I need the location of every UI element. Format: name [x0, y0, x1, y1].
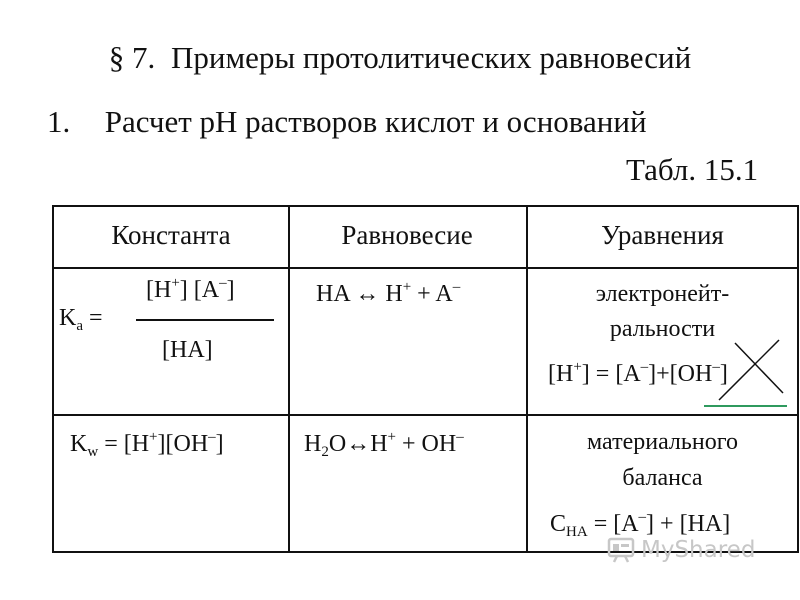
slide-title	[0, 40, 800, 76]
water-equilibrium: $H_2O\leftrightarrow H^+ + OH^-$	[304, 429, 464, 460]
header-equations: Уравнения	[601, 220, 724, 250]
material-balance-label-1: материального	[587, 429, 738, 455]
ka-numerator: [H+] [A–]	[146, 275, 235, 303]
electroneutrality-equation: [H+] = [A–]+[OH–]	[548, 359, 728, 387]
equilibrium-arrow-icon: ↔	[355, 281, 380, 307]
table-label: Табл. 15.1	[626, 152, 759, 187]
section-number: § 7.	[108, 40, 156, 75]
watermark-text: MyShared	[641, 537, 756, 563]
kw-equation: $K_w = [H^+][OH^-]$	[70, 429, 224, 460]
subheading-text: Расчет рН растворов кислот и оснований	[104, 104, 647, 139]
electroneutrality-label-2: ральности	[609, 316, 716, 342]
subheading	[47, 104, 647, 140]
header-equilibrium: Равновесие	[341, 220, 473, 250]
watermark	[607, 535, 755, 563]
ka-label: $K_a$ =	[59, 305, 103, 334]
material-balance-equation: $C_{HA} = [A^-] + [HA]$	[550, 509, 731, 540]
material-balance-label-2: баланса	[622, 465, 703, 491]
equilibrium-arrow-icon: ↔	[346, 431, 371, 457]
acid-equilibrium: HA ↔ H+ + A–	[316, 279, 461, 307]
electroneutrality-label-1: электронейт-	[595, 281, 730, 307]
header-constant: Константа	[111, 220, 231, 250]
list-number: 1.	[47, 104, 71, 139]
strikethrough-annotation	[54, 207, 800, 555]
myshared-logo-icon	[607, 535, 637, 563]
ka-denominator: [HA]	[162, 337, 213, 363]
equilibria-table	[52, 205, 799, 553]
section-title: Примеры протолитических равновесий	[171, 40, 692, 75]
